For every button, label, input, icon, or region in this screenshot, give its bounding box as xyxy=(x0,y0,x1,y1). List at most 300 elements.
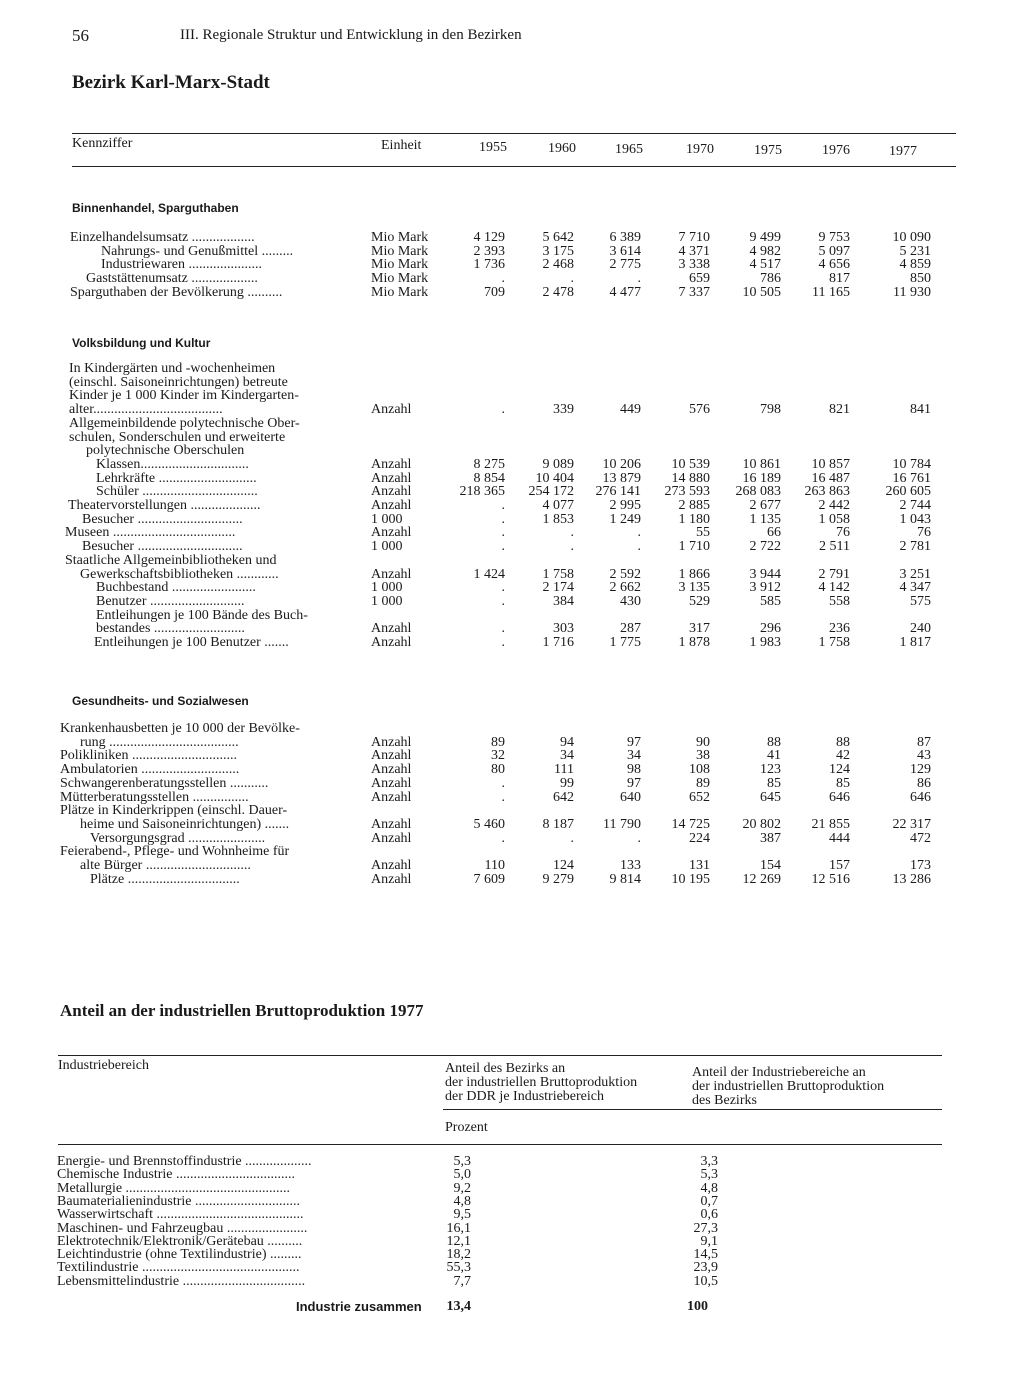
cell-value: 1 424 xyxy=(473,566,505,582)
cell-value: 575 xyxy=(910,593,931,609)
cell-value: 1 180 xyxy=(678,511,710,527)
cell-value: 85 xyxy=(767,775,781,791)
cell-value: . xyxy=(570,539,574,555)
cell-value: 22 317 xyxy=(892,816,931,832)
row-label: Kinder je 1 000 Kinder im Kindergarten- xyxy=(69,389,299,404)
cell-value: 4 859 xyxy=(899,257,931,273)
cell-value: 2 442 xyxy=(818,498,850,513)
table-row xyxy=(0,431,1024,445)
cell-value: 850 xyxy=(910,271,931,287)
cell-value: . xyxy=(501,271,505,287)
cell-value: 4 517 xyxy=(749,257,781,273)
cell-value: 218 365 xyxy=(459,484,505,500)
cell-value: 1 736 xyxy=(473,257,505,273)
cell-value: . xyxy=(501,789,505,805)
cell-value: 260 605 xyxy=(885,484,931,500)
row-unit: Anzahl xyxy=(371,775,412,791)
row-unit: Mio Mark xyxy=(371,284,429,300)
cell-value: 254 172 xyxy=(528,484,574,500)
row-label: Nahrungs- und Genußmittel ......... xyxy=(101,244,294,259)
cell-value: 1 043 xyxy=(899,511,931,527)
row-unit: Anzahl xyxy=(371,858,412,873)
table-row xyxy=(0,1195,1024,1208)
cell-value: 640 xyxy=(620,789,641,805)
cell-value: 131 xyxy=(689,858,710,873)
cell-value: 4 077 xyxy=(542,498,574,513)
row-unit: Anzahl xyxy=(371,525,412,541)
cell-value: . xyxy=(501,402,505,418)
row-label: Klassen............................... xyxy=(96,457,249,472)
cell-value: 16 487 xyxy=(811,470,850,486)
cell-value: 1 758 xyxy=(542,566,574,582)
share-ddr-value: 9,5 xyxy=(453,1207,471,1223)
row-unit: Anzahl xyxy=(371,762,412,778)
cell-value: 2 677 xyxy=(749,498,781,513)
table-row xyxy=(0,845,1024,859)
row-label: bestandes .......................... xyxy=(96,622,245,637)
cell-value: . xyxy=(637,271,641,287)
cell-value: 10 195 xyxy=(671,871,710,887)
share-ddr-value: 7,7 xyxy=(453,1273,471,1289)
cell-value: 4 982 xyxy=(749,243,781,259)
cell-value: 1 758 xyxy=(818,635,850,650)
cell-value: 9 279 xyxy=(542,871,574,887)
table-row xyxy=(0,403,1024,417)
cell-value: . xyxy=(501,511,505,527)
year-header: 1960 xyxy=(548,141,576,156)
row-unit: Anzahl xyxy=(371,470,412,486)
table-row xyxy=(0,749,1024,763)
cell-value: 576 xyxy=(689,402,710,418)
cell-value: 173 xyxy=(910,858,931,873)
cell-value: 10 784 xyxy=(892,456,931,472)
cell-value: 384 xyxy=(553,593,574,609)
table2-unit: Prozent xyxy=(445,1120,488,1135)
table2-header-label: Industriebereich xyxy=(58,1058,149,1073)
cell-value: 1 983 xyxy=(749,635,781,650)
table-row xyxy=(0,736,1024,750)
row-unit: Anzahl xyxy=(371,871,412,887)
cell-value: 133 xyxy=(620,858,641,873)
row-label: (einschl. Saisoneinrichtungen) betreute xyxy=(69,375,288,390)
cell-value: 110 xyxy=(484,858,505,873)
cell-value: 41 xyxy=(767,748,781,764)
share-bezirk-value: 3,3 xyxy=(700,1154,718,1169)
share-ddr-value: 4,8 xyxy=(453,1193,471,1209)
section-title: Volksbildung und Kultur xyxy=(72,336,211,350)
row-unit: Mio Mark xyxy=(371,257,429,273)
cell-value: 646 xyxy=(829,789,850,805)
cell-value: 2 468 xyxy=(542,257,574,273)
row-label: Mütterberatungsstellen ................ xyxy=(60,790,249,805)
cell-value: 236 xyxy=(829,621,850,637)
cell-value: 88 xyxy=(767,734,781,750)
share-ddr-value: 18,2 xyxy=(446,1247,471,1263)
table-row xyxy=(0,1235,1024,1248)
table-row xyxy=(0,472,1024,486)
table-row xyxy=(0,389,1024,403)
share-ddr-value: 5,3 xyxy=(453,1154,471,1169)
page-number: 56 xyxy=(72,26,89,45)
cell-value: 7 337 xyxy=(678,284,710,300)
cell-value: 2 722 xyxy=(749,539,781,555)
row-label: Schwangerenberatungsstellen ........... xyxy=(60,776,269,791)
table1-header-unit: Einheit xyxy=(381,138,422,153)
cell-value: 2 995 xyxy=(609,498,641,513)
row-unit: Anzahl xyxy=(371,816,412,832)
cell-value: 42 xyxy=(836,748,850,764)
cell-value: 8 854 xyxy=(473,470,505,486)
cell-value: 34 xyxy=(627,748,641,764)
table2-header-col-b xyxy=(692,1066,884,1108)
cell-value: 13 286 xyxy=(892,871,931,887)
share-ddr-value: 55,3 xyxy=(446,1260,471,1276)
row-unit: Mio Mark xyxy=(371,271,429,287)
cell-value: 2 478 xyxy=(542,284,574,300)
row-unit: Anzahl xyxy=(371,621,412,637)
cell-value: . xyxy=(501,580,505,596)
row-label: Ambulatorien ............................ xyxy=(60,763,240,778)
cell-value: 1 058 xyxy=(818,511,850,527)
row-label: schulen, Sonderschulen und erweiterte xyxy=(69,430,286,445)
table-row xyxy=(0,526,1024,540)
cell-value: 1 817 xyxy=(899,635,931,650)
row-label: Entleihungen je 100 Benutzer ....... xyxy=(94,636,289,650)
row-unit: Anzahl xyxy=(371,484,412,500)
cell-value: 4 347 xyxy=(899,580,931,596)
row-label: Buchbestand ........................ xyxy=(96,581,256,596)
table-row xyxy=(0,458,1024,472)
row-label: Besucher .............................. xyxy=(82,540,243,555)
cell-value: 157 xyxy=(829,858,850,873)
share-ddr-value: 9,2 xyxy=(453,1180,471,1196)
table-row xyxy=(0,763,1024,777)
cell-value: . xyxy=(501,498,505,513)
cell-value: 10 404 xyxy=(535,470,574,486)
cell-value: . xyxy=(637,830,641,846)
cell-value: 1 866 xyxy=(678,566,710,582)
cell-value: 9 089 xyxy=(542,456,574,472)
cell-value: 1 775 xyxy=(609,635,641,650)
page-title: Bezirk Karl-Marx-Stadt xyxy=(72,72,270,93)
table-row xyxy=(0,568,1024,582)
table-row xyxy=(0,859,1024,873)
cell-value: 124 xyxy=(829,762,850,778)
cell-value: 3 251 xyxy=(899,566,931,582)
cell-value: 111 xyxy=(554,762,574,778)
row-unit: Anzahl xyxy=(371,734,412,750)
cell-value: 240 xyxy=(910,621,931,637)
cell-value: 10 090 xyxy=(892,230,931,245)
table2-unit-rule xyxy=(443,1109,942,1110)
row-label: Sparguthaben der Bevölkerung .......... xyxy=(70,285,283,300)
cell-value: 2 592 xyxy=(609,566,641,582)
table-row xyxy=(0,258,1024,272)
cell-value: 10 857 xyxy=(811,456,850,472)
cell-value: 709 xyxy=(484,284,505,300)
year-header: 1970 xyxy=(686,142,714,157)
cell-value: 1 249 xyxy=(609,511,641,527)
row-label: Feierabend-, Pflege- und Wohnheime für xyxy=(60,845,290,860)
cell-value: 85 xyxy=(836,775,850,791)
cell-value: 108 xyxy=(689,762,710,778)
cell-value: 3 912 xyxy=(749,580,781,596)
table-row xyxy=(0,873,1024,887)
table1-top-rule xyxy=(72,133,956,134)
cell-value: 2 775 xyxy=(609,257,641,273)
section-title: Gesundheits- und Sozialwesen xyxy=(72,694,249,708)
cell-value: 558 xyxy=(829,593,850,609)
cell-value: 1 853 xyxy=(542,511,574,527)
cell-value: 5 097 xyxy=(818,243,850,259)
table1-header-label: Kennziffer xyxy=(72,136,133,151)
cell-value: 11 790 xyxy=(603,816,641,832)
cell-value: 798 xyxy=(760,402,781,418)
row-unit: Anzahl xyxy=(371,402,412,418)
year-header: 1965 xyxy=(615,142,643,157)
share-bezirk-value: 0,7 xyxy=(700,1193,718,1209)
table-row xyxy=(0,595,1024,609)
cell-value: 10 505 xyxy=(742,284,781,300)
row-label: Polikliniken .............................. xyxy=(60,749,237,764)
row-unit: Anzahl xyxy=(371,789,412,805)
table-row xyxy=(0,804,1024,818)
row-label: Chemische Industrie .................................. xyxy=(57,1168,295,1182)
table-row xyxy=(0,1182,1024,1195)
cell-value: 3 944 xyxy=(749,566,781,582)
cell-value: 55 xyxy=(696,525,710,541)
cell-value: 9 814 xyxy=(609,871,641,887)
cell-value: 2 662 xyxy=(609,580,641,596)
cell-value: 1 716 xyxy=(542,635,574,650)
cell-value: 652 xyxy=(689,789,710,805)
cell-value: 3 614 xyxy=(609,243,641,259)
row-label: Leichtindustrie (ohne Textilindustrie) ......... xyxy=(57,1248,302,1262)
row-label: Lebensmittelindustrie ................................... xyxy=(57,1274,306,1288)
cell-value: 3 175 xyxy=(542,243,574,259)
cell-value: 2 791 xyxy=(818,566,850,582)
cell-value: 12 516 xyxy=(811,871,850,887)
cell-value: 97 xyxy=(627,734,641,750)
row-label: rung ..................................... xyxy=(80,735,239,750)
table2-col-a-line: der DDR je Industriebereich xyxy=(445,1089,604,1104)
share-bezirk-value: 10,5 xyxy=(693,1273,718,1289)
cell-value: 659 xyxy=(689,271,710,287)
cell-value: 124 xyxy=(553,858,574,873)
cell-value: . xyxy=(570,271,574,287)
table-row xyxy=(0,722,1024,736)
row-label: Textilindustrie ............................................. xyxy=(57,1261,300,1275)
table-row xyxy=(0,554,1024,568)
cell-value: 2 744 xyxy=(899,498,931,513)
table-row xyxy=(0,376,1024,390)
table-row xyxy=(0,513,1024,527)
share-bezirk-value: 23,9 xyxy=(693,1260,718,1276)
table2-col-b-line: des Bezirks xyxy=(692,1093,757,1108)
cell-value: 529 xyxy=(689,593,710,609)
section-title: Binnenhandel, Sparguthaben xyxy=(72,201,239,215)
cell-value: 317 xyxy=(689,621,710,637)
cell-value: 1 878 xyxy=(678,635,710,650)
cell-value: 13 879 xyxy=(602,470,641,486)
cell-value: 80 xyxy=(491,762,505,778)
cell-value: 76 xyxy=(836,525,850,541)
table2-top-rule xyxy=(58,1055,942,1056)
cell-value: 585 xyxy=(760,593,781,609)
cell-value: 2 174 xyxy=(542,580,574,596)
share-bezirk-value: 27,3 xyxy=(693,1220,718,1236)
table-row xyxy=(0,362,1024,376)
table2-total-b: 100 xyxy=(687,1299,708,1314)
cell-value: 273 593 xyxy=(664,484,710,500)
share-ddr-value: 5,0 xyxy=(453,1167,471,1183)
row-label: Industriewaren ..................... xyxy=(101,258,262,273)
cell-value: 449 xyxy=(620,402,641,418)
table-row xyxy=(0,540,1024,554)
row-unit: Anzahl xyxy=(371,456,412,472)
table2-col-a-line: der industriellen Bruttoproduktion xyxy=(445,1075,638,1090)
row-label: Krankenhausbetten je 10 000 der Bevölke- xyxy=(60,722,300,736)
cell-value: 99 xyxy=(560,775,574,791)
cell-value: 11 165 xyxy=(812,284,850,300)
table-row xyxy=(0,636,1024,650)
cell-value: 11 930 xyxy=(893,284,931,300)
row-label: Wasserwirtschaft .......................................... xyxy=(57,1208,304,1222)
year-header: 1977 xyxy=(889,144,917,159)
row-label: Plätze ................................ xyxy=(90,872,240,887)
cell-value: 90 xyxy=(696,734,710,750)
cell-value: 10 206 xyxy=(602,456,641,472)
row-label: Gewerkschaftsbibliotheken ............ xyxy=(80,567,279,582)
table-row xyxy=(0,485,1024,499)
share-ddr-value: 16,1 xyxy=(446,1220,471,1236)
row-label: Elektrotechnik/Elektronik/Gerätebau .......... xyxy=(57,1234,303,1248)
cell-value: 10 539 xyxy=(671,456,710,472)
row-unit: Mio Mark xyxy=(371,230,429,245)
row-label: Baumaterialienindustrie .............................. xyxy=(57,1194,301,1208)
cell-value: 32 xyxy=(491,748,505,764)
cell-value: 94 xyxy=(560,734,574,750)
table-row xyxy=(0,1168,1024,1181)
running-title: III. Regionale Struktur und Entwicklung in den Bezirken xyxy=(180,27,522,43)
row-label: Besucher .............................. xyxy=(82,512,243,527)
cell-value: 5 460 xyxy=(473,816,505,832)
row-unit: 1 000 xyxy=(371,511,403,527)
cell-value: . xyxy=(501,775,505,791)
cell-value: . xyxy=(501,539,505,555)
share-ddr-value: 12,1 xyxy=(446,1233,471,1249)
cell-value: 287 xyxy=(620,621,641,637)
cell-value: 387 xyxy=(760,830,781,846)
cell-value: 5 642 xyxy=(542,230,574,245)
year-header: 1976 xyxy=(822,143,850,158)
table-row xyxy=(0,818,1024,832)
cell-value: 20 802 xyxy=(742,816,781,832)
cell-value: 6 389 xyxy=(609,230,641,245)
cell-value: 276 141 xyxy=(595,484,641,500)
cell-value: 86 xyxy=(917,775,931,791)
row-label: Versorgungsgrad ...................... xyxy=(90,831,266,846)
row-label: Entleihungen je 100 Bände des Buch- xyxy=(96,608,308,623)
row-label: Museen ................................... xyxy=(65,526,236,541)
table-row xyxy=(0,1155,1024,1168)
table-row xyxy=(0,581,1024,595)
row-label: Lehrkräfte ............................ xyxy=(96,471,257,486)
row-label: alter..................................... xyxy=(69,403,223,418)
row-label: Allgemeinbildende polytechnische Ober- xyxy=(69,416,300,431)
table2-header-rule xyxy=(58,1144,942,1145)
table-row xyxy=(0,1208,1024,1221)
row-label: Theatervorstellungen .................... xyxy=(68,499,261,513)
cell-value: 5 231 xyxy=(899,243,931,259)
cell-value: 123 xyxy=(760,762,781,778)
cell-value: 4 477 xyxy=(609,284,641,300)
row-unit: Anzahl xyxy=(371,635,412,650)
share-bezirk-value: 5,3 xyxy=(700,1167,718,1183)
cell-value: 12 269 xyxy=(742,871,781,887)
cell-value: 444 xyxy=(829,830,850,846)
table-row xyxy=(0,444,1024,458)
table-row xyxy=(0,1275,1024,1288)
row-label: Benutzer ........................... xyxy=(96,594,245,609)
table-row xyxy=(0,832,1024,846)
cell-value: 10 861 xyxy=(742,456,781,472)
cell-value: . xyxy=(637,539,641,555)
cell-value: . xyxy=(501,621,505,637)
table-row xyxy=(0,231,1024,245)
table-row xyxy=(0,1248,1024,1261)
row-label: Plätze in Kinderkrippen (einschl. Dauer- xyxy=(60,804,288,819)
cell-value: 14 725 xyxy=(671,816,710,832)
cell-value: 43 xyxy=(917,748,931,764)
cell-value: 4 142 xyxy=(818,580,850,596)
cell-value: . xyxy=(501,593,505,609)
row-unit: 1 000 xyxy=(371,593,403,609)
cell-value: 224 xyxy=(689,830,710,846)
cell-value: 841 xyxy=(910,402,931,418)
cell-value: 2 511 xyxy=(819,539,850,555)
cell-value: 9 499 xyxy=(749,230,781,245)
cell-value: 430 xyxy=(620,593,641,609)
cell-value: 339 xyxy=(553,402,574,418)
cell-value: 3 135 xyxy=(678,580,710,596)
table2-col-b-line: der industriellen Bruttoproduktion xyxy=(692,1079,885,1094)
cell-value: 89 xyxy=(696,775,710,791)
cell-value: 645 xyxy=(760,789,781,805)
cell-value: 9 753 xyxy=(818,230,850,245)
cell-value: 89 xyxy=(491,734,505,750)
cell-value: 1 710 xyxy=(678,539,710,555)
cell-value: 16 761 xyxy=(892,470,931,486)
row-unit: Anzahl xyxy=(371,748,412,764)
table-row xyxy=(0,1261,1024,1274)
row-label: Gaststättenumsatz ................... xyxy=(86,272,258,287)
table-row xyxy=(0,791,1024,805)
cell-value: . xyxy=(501,830,505,846)
cell-value: 98 xyxy=(627,762,641,778)
row-label: heime und Saisoneinrichtungen) ....... xyxy=(80,817,290,832)
cell-value: 472 xyxy=(910,830,931,846)
share-bezirk-value: 0,6 xyxy=(700,1207,718,1223)
cell-value: 129 xyxy=(910,762,931,778)
year-header: 1975 xyxy=(754,143,782,158)
table2-header-col-a xyxy=(445,1062,637,1104)
table-row xyxy=(0,609,1024,623)
cell-value: . xyxy=(637,525,641,541)
cell-value: 34 xyxy=(560,748,574,764)
table-row xyxy=(0,245,1024,259)
cell-value: 2 393 xyxy=(473,243,505,259)
